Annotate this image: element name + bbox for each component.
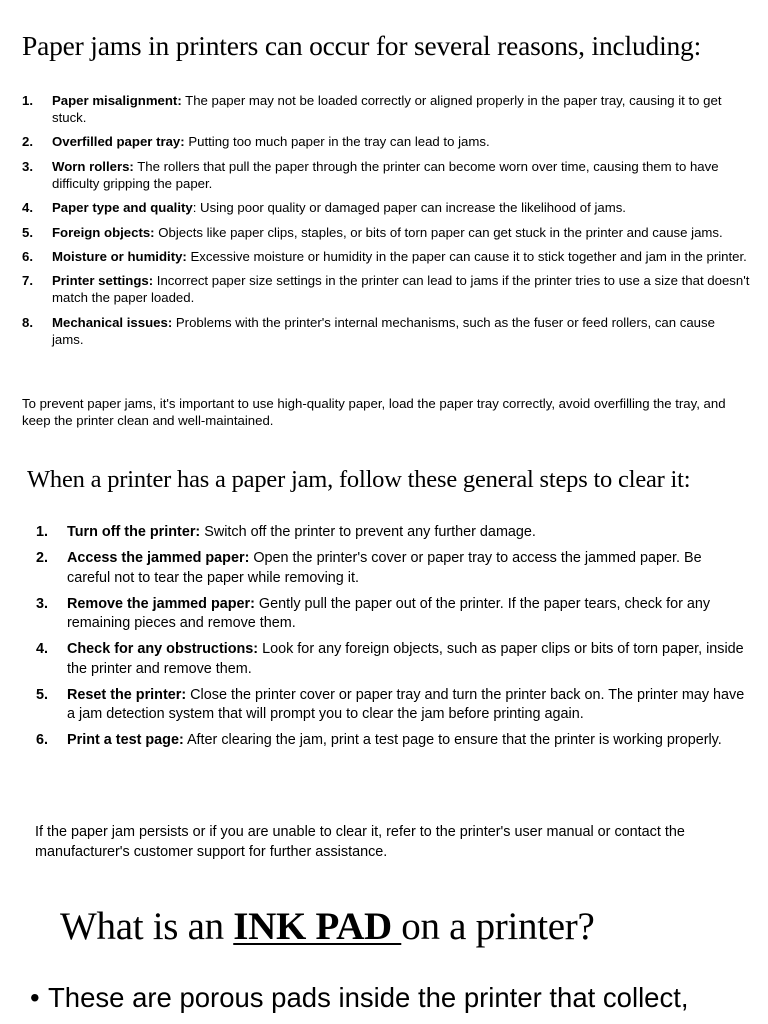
list-number: 6. — [22, 248, 33, 264]
bullet-icon: • — [30, 982, 40, 1013]
item-text: The rollers that pull the paper through the printer can become worn over time, causing them to have difficulty gripping the paper. — [52, 158, 719, 191]
ink-pad-bullet — [30, 982, 689, 1014]
list-item — [20, 199, 750, 216]
list-number: 2. — [22, 134, 33, 150]
list-number: 3. — [22, 158, 33, 174]
list-number: 1. — [36, 524, 49, 540]
prevention-paragraph: To prevent paper jams, it's important to use high-quality paper, load the paper tray correctly, avoid overfilling the tray, and keep the printer clean and well-maintained. — [22, 396, 726, 428]
list-item — [20, 158, 750, 192]
heading-pre: What is an — [60, 905, 234, 948]
item-text: After clearing the jam, print a test page to ensure that the printer is working properly. — [183, 732, 722, 748]
item-label: Print a test page: — [67, 732, 184, 748]
list-number: 6. — [36, 732, 49, 748]
item-text: Open the printer's cover or paper tray to access the jammed paper. Be careful not to tear the paper while removing it. — [67, 550, 702, 586]
item-label: Reset the printer: — [67, 686, 187, 703]
section2-heading: When a printer has a paper jam, follow these general steps to clear it: — [27, 466, 691, 493]
list-item — [35, 640, 745, 679]
list-number: 4. — [22, 200, 33, 216]
list-item — [35, 523, 745, 543]
support-paragraph: If the paper jam persists or if you are unable to clear it, refer to the printer's user manual or contact the manufacturer's customer support for further assistance. — [35, 824, 685, 860]
item-text: : Using poor quality or damaged paper can increase the likelihood of jams. — [192, 200, 626, 216]
list-item — [20, 272, 750, 306]
bullet-text: These are porous pads inside the printer that collect, — [48, 982, 689, 1013]
list-item — [20, 314, 750, 348]
item-text: Objects like paper clips, staples, or bits of torn paper can get stuck in the printer and cause jams. — [154, 224, 723, 240]
item-label: Mechanical issues: — [52, 314, 173, 330]
item-text: Gently pull the paper out of the printer. If the paper tears, check for any remaining pieces and remove them. — [67, 595, 711, 631]
list-item — [35, 549, 745, 588]
item-label: Access the jammed paper: — [67, 550, 250, 566]
list-number: 1. — [22, 93, 33, 108]
item-text: Problems with the printer's internal mechanisms, such as the fuser or feed rollers, can cause jams. — [52, 314, 715, 347]
item-label: Remove the jammed paper: — [67, 595, 255, 612]
list-number: 7. — [22, 273, 33, 289]
item-text: Switch off the printer to prevent any further damage. — [200, 524, 536, 540]
list-item — [20, 248, 750, 265]
reasons-list — [20, 92, 750, 355]
item-label: Turn off the printer: — [67, 524, 201, 540]
item-text: Putting too much paper in the tray can lead to jams. — [184, 134, 490, 150]
item-label: Moisture or humidity: — [52, 248, 187, 264]
list-number: 5. — [36, 686, 49, 703]
item-label: Printer settings: — [52, 273, 154, 289]
item-text: Excessive moisture or humidity in the paper can cause it to stick together and jam in the printer. — [186, 248, 747, 264]
list-item — [35, 731, 745, 751]
steps-list — [35, 523, 745, 757]
list-number: 4. — [36, 641, 49, 657]
item-label: Overfilled paper tray: — [52, 134, 185, 150]
heading-ink-pad: INK PAD — [233, 905, 402, 948]
item-text: Close the printer cover or paper tray and turn the printer back on. The printer may have a jam detection system that will prompt you to clear the jam before printing again. — [67, 686, 745, 722]
item-label: Check for any obstructions: — [67, 641, 259, 657]
list-number: 5. — [22, 224, 33, 240]
list-number: 8. — [22, 314, 33, 330]
item-label: Paper misalignment: — [52, 93, 182, 108]
item-label: Paper type and quality — [52, 200, 193, 216]
list-number: 2. — [36, 550, 49, 566]
list-item — [20, 92, 750, 126]
ink-pad-heading — [60, 904, 594, 949]
list-item — [35, 595, 745, 634]
list-item — [35, 686, 745, 725]
item-text: The paper may not be loaded correctly or aligned properly in the paper tray, causing it to get stuck. — [52, 93, 722, 125]
list-number: 3. — [36, 595, 49, 612]
item-text: Look for any foreign objects, such as paper clips or bits of torn paper, inside the printer and remove them. — [67, 641, 744, 677]
heading-post: on a printer? — [401, 905, 595, 948]
list-item — [20, 224, 750, 241]
item-label: Worn rollers: — [52, 158, 134, 174]
item-text: Incorrect paper size settings in the printer can lead to jams if the printer tries to use a size that doesn't match the paper loaded. — [52, 273, 750, 306]
section1-heading: Paper jams in printers can occur for several reasons, including: — [22, 30, 702, 61]
list-item — [20, 133, 750, 150]
item-label: Foreign objects: — [52, 224, 155, 240]
